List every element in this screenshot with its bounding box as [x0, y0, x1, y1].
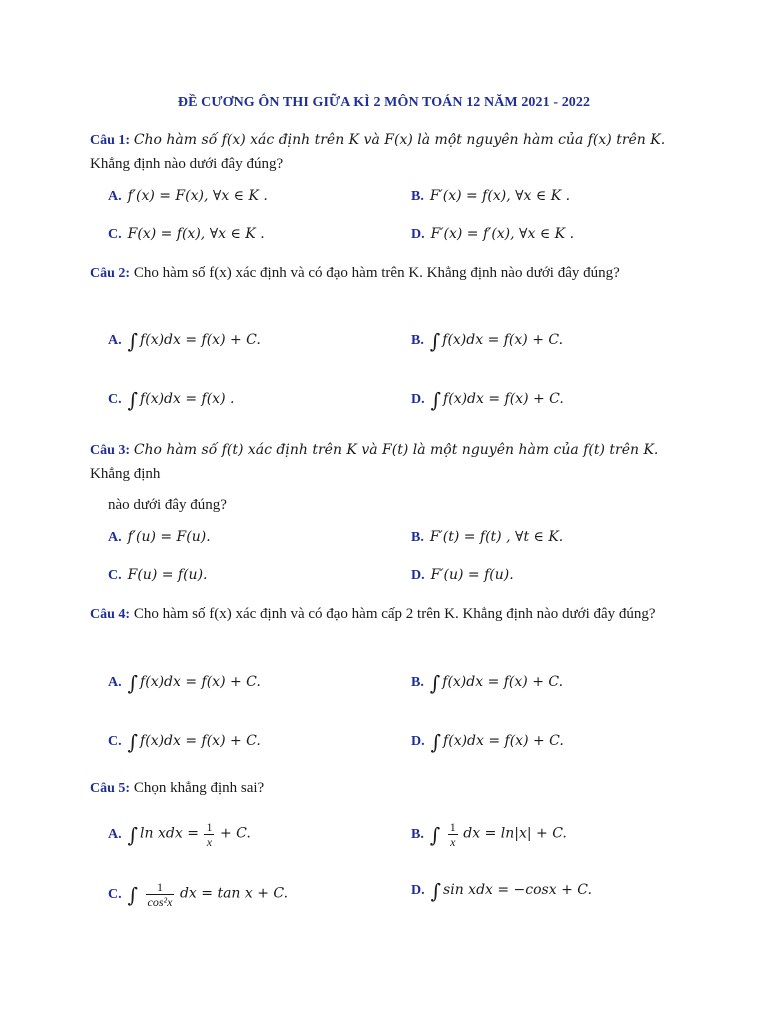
q1-option-d[interactable]: D. F′(x) = f′(x), ∀x ∈ K . [411, 226, 575, 242]
question-1-stem-line2: Khẳng định nào dưới đây đúng? [90, 156, 284, 172]
question-5-text: Chọn khẳng định sai? [133, 780, 265, 796]
question-3-label: Câu 3: [90, 443, 131, 458]
q5-b-fraction: $\frac{1}{x}$ [449, 820, 456, 849]
q5-option-b[interactable]: B. ∫ $\frac{1}{x}$ dx = ln|x| + C. [411, 820, 567, 849]
question-2-stem [90, 261, 678, 286]
question-5-label: Câu 5: [90, 781, 131, 796]
question-3-text: Cho hàm số f(t) xác định trên K và F(t) là một nguyên hàm của f(t) trên K. [133, 442, 659, 458]
question-4-label: Câu 4: [90, 607, 131, 622]
q2-option-d[interactable]: D. ∫ f(x)dx = f(x) + C. [411, 388, 564, 412]
page-title: ĐỀ CƯƠNG ÔN THI GIỮA KÌ 2 MÔN TOÁN 12 NĂM 2021 - 2022 [177, 95, 591, 110]
q5-a-fraction: $\frac{1}{x}$ [206, 820, 213, 849]
q3-option-c[interactable]: C. F(u) = f(u). [108, 567, 208, 583]
question-1-label: Câu 1: [90, 133, 131, 148]
q5-c-fraction: $\frac{1}{\text{cos²x}}$ [147, 880, 173, 909]
q3-option-b[interactable]: B. F′(t) = f(t) , ∀t ∈ K. [411, 529, 564, 545]
q5-option-d[interactable]: D. ∫ sin xdx = −cosx + C. [411, 879, 592, 903]
q5-option-a[interactable]: A. ∫ ln xdx = $\frac{1}{x}$ + C. [108, 820, 251, 849]
q3-option-d[interactable]: D. F′(u) = f(u). [411, 567, 514, 583]
question-3-stem-line3: nào dưới đây đúng? [108, 497, 227, 513]
q1-option-c[interactable]: C. F(x) = f(x), ∀x ∈ K . [108, 226, 265, 242]
question-3-stem [90, 438, 678, 463]
q4-option-b[interactable]: B. ∫ f(x)dx = f(x) + C. [411, 671, 564, 695]
q4-option-c[interactable]: C. ∫ f(x)dx = f(x) + C. [108, 730, 261, 754]
q4-option-d[interactable]: D. ∫ f(x)dx = f(x) + C. [411, 730, 564, 754]
question-1-stem [90, 128, 678, 153]
question-3-stem-line2: Khẳng định [90, 466, 161, 482]
q3-option-a[interactable]: A. f′(u) = F(u). [108, 529, 211, 545]
q2-option-c[interactable]: C. ∫ f(x)dx = f(x) . [108, 388, 235, 412]
q2-option-b[interactable]: B. ∫ f(x)dx = f(x) + C. [411, 329, 564, 353]
question-4-text: Cho hàm số f(x) xác định và có đạo hàm cấp 2 trên K. Khẳng định nào dưới đây đúng? [133, 606, 656, 622]
q1-option-b[interactable]: B. F′(x) = f(x), ∀x ∈ K . [411, 188, 571, 204]
question-2-label: Câu 2: [90, 266, 131, 281]
question-4-stem [90, 602, 678, 627]
question-1-text: Cho hàm số f(x) xác định trên K và F(x) là một nguyên hàm của f(x) trên K. [133, 132, 666, 148]
q1-option-a[interactable]: A. f′(x) = F(x), ∀x ∈ K . [108, 188, 268, 204]
question-5-stem [90, 776, 678, 801]
q2-option-a[interactable]: A. ∫ f(x)dx = f(x) + C. [108, 329, 261, 353]
q5-option-c[interactable]: C. ∫ $\frac{1}{\text{cos²x}}$ dx = tan x + C. [108, 880, 289, 909]
q4-option-a[interactable]: A. ∫ f(x)dx = f(x) + C. [108, 671, 261, 695]
question-2-text: Cho hàm số f(x) xác định và có đạo hàm trên K. Khẳng định nào dưới đây đúng? [133, 265, 620, 281]
